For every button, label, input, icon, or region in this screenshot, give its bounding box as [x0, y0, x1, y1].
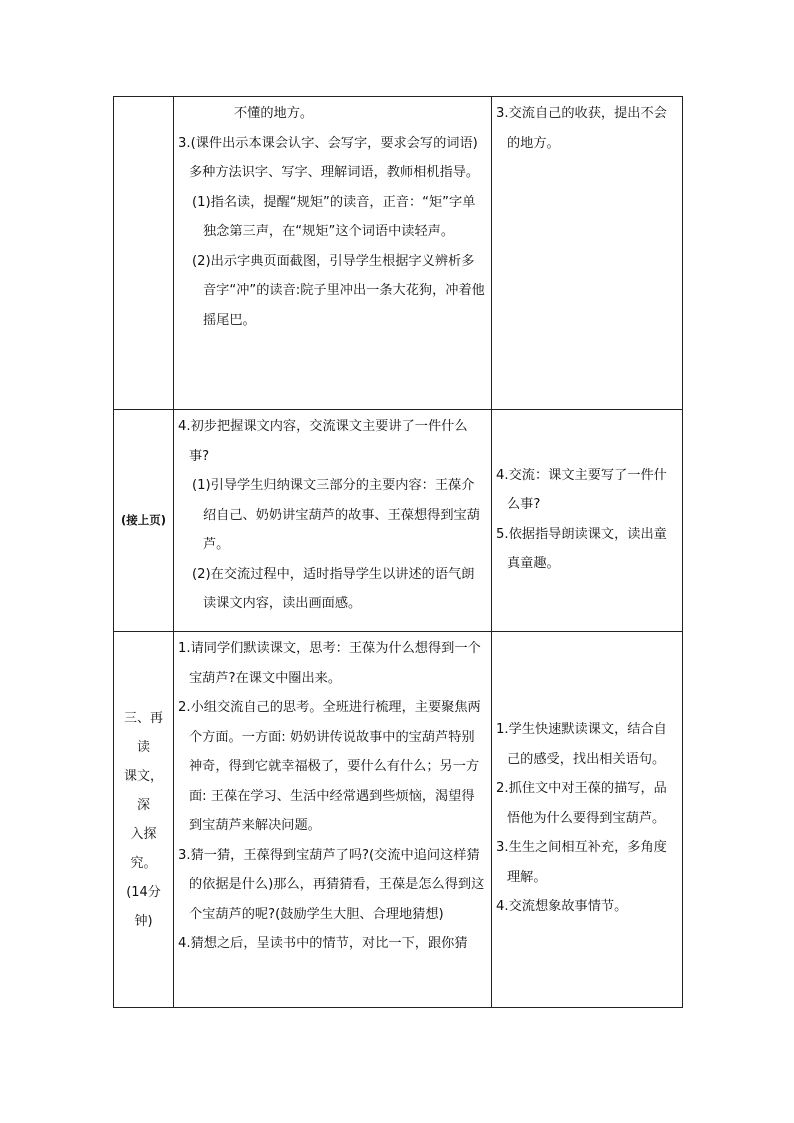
- stage-line: 入探究。: [130, 826, 157, 871]
- student-activity-cell: [492, 632, 683, 1008]
- student-line: 5.依据指导朗读课文，读出童真童趣。: [496, 526, 667, 571]
- stage-cell: [114, 97, 174, 410]
- student-line: 4.交流：课文主要写了一件什么事?: [496, 467, 667, 512]
- stage-cell: [114, 410, 174, 632]
- teacher-activity-cell: [174, 632, 492, 1008]
- lesson-plan-table: [113, 96, 683, 1008]
- teacher-line: 不懂的地方。: [234, 106, 314, 121]
- teacher-activity-cell: [174, 97, 492, 410]
- stage-line: 三、再读: [123, 710, 163, 755]
- student-activity-cell: [492, 410, 683, 632]
- teacher-line: (2)出示字典页面截图，引导学生根据字义辨析多音字“冲”的读音:院子里冲出一条大花狗，冲着他摇尾巴。: [192, 253, 485, 328]
- student-line: 4.交流想象故事情节。: [496, 899, 628, 915]
- teacher-line: 1.请同学们默读课文，思考：王葆为什么想得到一个宝葫芦?在课文中圈出来。: [178, 641, 481, 686]
- student-line: 3.交流自己的收获，提出不会的地方。: [496, 106, 667, 151]
- table-row: [114, 97, 683, 410]
- stage-line: 课文，深: [123, 768, 163, 813]
- teacher-activity-cell: [174, 410, 492, 632]
- teacher-line: (1)指名读，提醒“规矩”的读音，正音：“矩”字单独念第三声，在“规矩”这个词语中读轻声。: [192, 194, 476, 239]
- student-line: 3.生生之间相互补充，多角度理解。: [496, 840, 667, 885]
- teacher-line: (1)引导学生归纳课文三部分的主要内容：王葆介绍自己、奶奶讲宝葫芦的故事、王葆想得到宝葫芦。: [192, 478, 480, 552]
- teacher-line: 4.初步把握课文内容，交流课文主要讲了一件什么事?: [178, 419, 468, 464]
- student-activity-cell: [492, 97, 683, 410]
- stage-label: (接上页): [120, 513, 166, 527]
- student-line: 2.抓住文中对王葆的描写，品悟他为什么要得到宝葫芦。: [496, 781, 667, 826]
- teacher-line: 2.小组交流自己的思考。全班进行梳理，主要聚焦两个方面。一方面: 奶奶讲传说故事中的宝葫芦特别神奇，得到它就幸福极了，要什么有什么；另一方面: 王葆在学习、生活中经常遇到些烦恼，渴望得到宝葫芦来解决问题。: [178, 700, 481, 833]
- teacher-line: (2)在交流过程中，适时指导学生以讲述的语气朗读课文内容，读出画面感。: [192, 566, 475, 611]
- teacher-line: 3.(课件出示本课会认字、会写字，要求会写的词语)多种方法识字、写字、理解词语，教师相机指导。: [178, 135, 480, 180]
- stage-label: [114, 704, 173, 936]
- student-line: 1.学生快速默读课文，结合自己的感受，找出相关语句。: [496, 722, 667, 767]
- teacher-line: 4.猜想之后，呈读书中的情节，对比一下，跟你猜: [178, 936, 468, 951]
- teacher-line: 3.猜一猜，王葆得到宝葫芦了吗?(交流中追问这样猜的依据是什么)那么，再猜猜看，王葆是怎么得到这个宝葫芦的呢?(鼓励学生大胆、合理地猜想): [178, 847, 485, 922]
- table-row: [114, 410, 683, 632]
- stage-line: (14分钟): [126, 884, 161, 929]
- table-row: [114, 632, 683, 1008]
- stage-cell: [114, 632, 174, 1008]
